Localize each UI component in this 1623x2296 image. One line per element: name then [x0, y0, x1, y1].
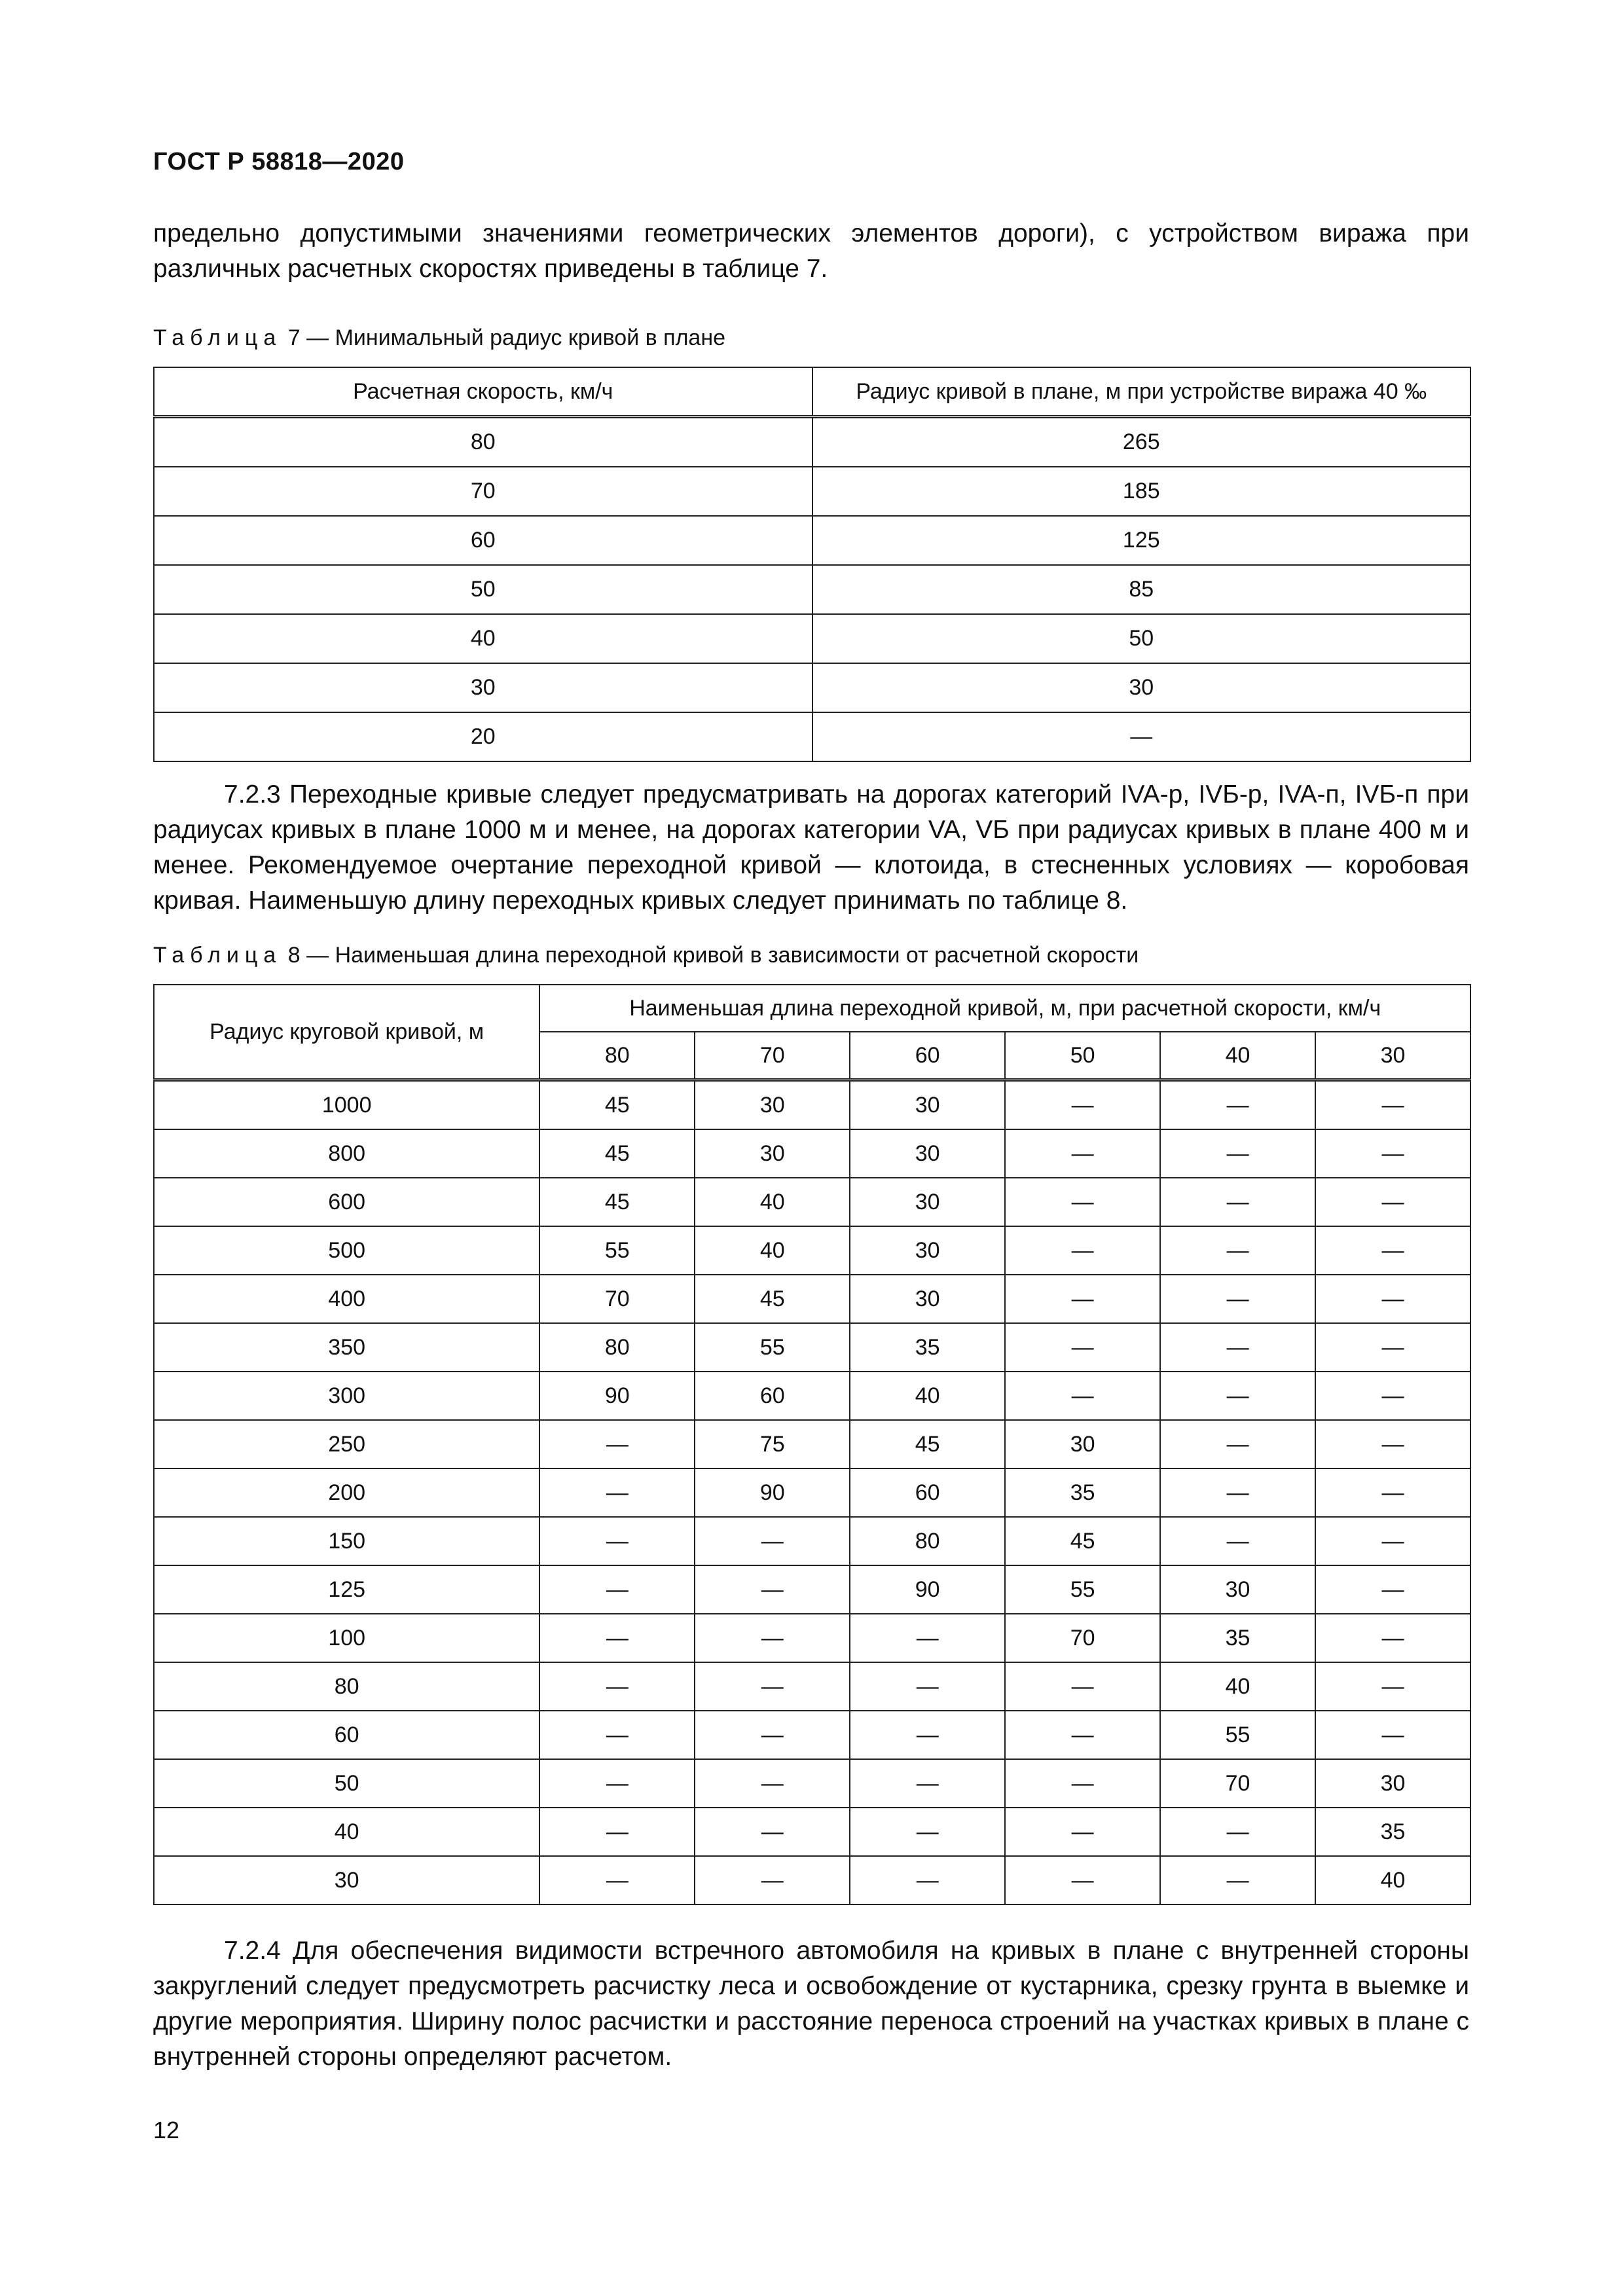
table-cell: 30	[850, 1129, 1005, 1178]
table-cell: —	[1160, 1420, 1315, 1468]
table-cell: 70	[539, 1275, 695, 1323]
table-cell: 30	[1005, 1420, 1160, 1468]
table-cell: 350	[154, 1323, 539, 1372]
table8	[153, 984, 1471, 1905]
table-cell: 90	[539, 1372, 695, 1420]
table-cell: 200	[154, 1468, 539, 1517]
table-cell: —	[1160, 1178, 1315, 1226]
intro-paragraph: предельно допустимыми значениями геометрических элементов дороги), с устройством виража при различных расчетных скоростях приведены в таблице 7.	[153, 219, 1469, 283]
table-cell: —	[1160, 1275, 1315, 1323]
table-cell: 20	[154, 712, 812, 761]
table-row	[154, 1856, 1470, 1904]
table-cell: —	[539, 1420, 695, 1468]
table-cell: 600	[154, 1178, 539, 1226]
table-cell: —	[1315, 1080, 1470, 1130]
table-cell: 30	[1315, 1759, 1470, 1808]
table-row	[154, 1808, 1470, 1856]
table-cell: —	[539, 1711, 695, 1759]
table8-header-speed: 60	[850, 1032, 1005, 1080]
table-cell: 45	[850, 1420, 1005, 1468]
table-cell: —	[1315, 1275, 1470, 1323]
table-row	[154, 1372, 1470, 1420]
table-cell: 90	[695, 1468, 850, 1517]
table-cell: 60	[154, 1711, 539, 1759]
table-cell: —	[1160, 1517, 1315, 1565]
table-cell: —	[850, 1662, 1005, 1711]
table-cell: —	[1160, 1372, 1315, 1420]
table-cell: —	[1315, 1517, 1470, 1565]
table-row	[154, 1759, 1470, 1808]
table-cell: —	[1160, 1080, 1315, 1130]
table-cell: —	[539, 1808, 695, 1856]
table-cell: —	[695, 1711, 850, 1759]
table8-header-speed: 30	[1315, 1032, 1470, 1080]
table-cell: 55	[539, 1226, 695, 1275]
table-cell: —	[1160, 1129, 1315, 1178]
table-cell: —	[695, 1856, 850, 1904]
table-cell: —	[1005, 1808, 1160, 1856]
table-cell: 55	[1160, 1711, 1315, 1759]
table-row	[154, 1468, 1470, 1517]
table-cell: —	[1160, 1856, 1315, 1904]
table-cell: 185	[812, 467, 1471, 516]
table-cell: 55	[1005, 1565, 1160, 1614]
table-cell: —	[539, 1856, 695, 1904]
table-cell: —	[1160, 1468, 1315, 1517]
page-number: 12	[153, 2117, 180, 2143]
table-cell: 30	[850, 1178, 1005, 1226]
table-cell: 265	[812, 417, 1471, 467]
table-cell: —	[1315, 1323, 1470, 1372]
table-row	[154, 712, 1470, 761]
table7-caption-word: Таблица	[153, 325, 282, 350]
table-cell: 40	[695, 1226, 850, 1275]
table-cell: —	[1005, 1323, 1160, 1372]
table-cell: 80	[154, 1662, 539, 1711]
table-cell: 30	[850, 1080, 1005, 1130]
table8-header-group: Наименьшая длина переходной кривой, м, при расчетной скорости, км/ч	[539, 985, 1470, 1032]
table-row	[154, 565, 1470, 614]
table-cell: —	[1315, 1662, 1470, 1711]
table-row	[154, 1275, 1470, 1323]
table-cell: 35	[850, 1323, 1005, 1372]
table-cell: —	[695, 1614, 850, 1662]
table-cell: 70	[154, 467, 812, 516]
table-row	[154, 1614, 1470, 1662]
table-cell: 35	[1005, 1468, 1160, 1517]
table-cell: —	[695, 1759, 850, 1808]
table8-header-row-1	[154, 985, 1470, 1032]
table-row	[154, 1420, 1470, 1468]
table-cell: —	[1160, 1808, 1315, 1856]
table-row	[154, 663, 1470, 712]
paragraph-7-2-3: 7.2.3 Переходные кривые следует предусматривать на дорогах категорий IVA-р, IVБ-р, IVA-п, IVБ-п при радиусах кривых в плане 1000 м и менее, на дорогах категории VA, VБ при радиусах кривых в плане 400 м и менее. Рекомендуемое очертание переходной кривой — клотоида, в стесненных условиях — коробовая кривая. Наименьшую длину переходных кривых следует принимать по таблице 8.	[153, 780, 1469, 915]
table-cell: 40	[154, 614, 812, 663]
document-code-header: ГОСТ Р 58818—2020	[153, 148, 405, 175]
table-cell: —	[1005, 1129, 1160, 1178]
table8-header-radius: Радиус круговой кривой, м	[154, 985, 539, 1080]
table8-header-speed: 50	[1005, 1032, 1160, 1080]
table-cell: —	[1315, 1372, 1470, 1420]
table-cell: —	[1315, 1711, 1470, 1759]
table-cell: —	[850, 1808, 1005, 1856]
table-row	[154, 1226, 1470, 1275]
table8-caption-word: Таблица	[153, 943, 282, 968]
table-cell: 30	[812, 663, 1471, 712]
table-cell: 45	[695, 1275, 850, 1323]
table-cell: —	[695, 1808, 850, 1856]
table8-header-speed: 40	[1160, 1032, 1315, 1080]
table-cell: 45	[539, 1178, 695, 1226]
table-row	[154, 1080, 1470, 1130]
table-cell: 55	[695, 1323, 850, 1372]
table-cell: 800	[154, 1129, 539, 1178]
table-cell: —	[695, 1565, 850, 1614]
table-cell: 30	[154, 663, 812, 712]
table-cell: —	[1160, 1226, 1315, 1275]
table-cell: 125	[812, 516, 1471, 565]
paragraph-7-2-4: 7.2.4 Для обеспечения видимости встречного автомобиля на кривых в плане с внутренней стороны закруглений следует предусмотреть расчистку леса и освобождение от кустарника, срезку грунта в выемке и другие мероприятия. Ширину полос расчистки и расстояние переноса строений на участках кривых в плане с внутренней стороны определяют расчетом.	[153, 1937, 1469, 2071]
table-cell: 70	[1005, 1614, 1160, 1662]
table-cell: 75	[695, 1420, 850, 1468]
table8-header-speed: 80	[539, 1032, 695, 1080]
table-cell: —	[1005, 1662, 1160, 1711]
table-cell: 60	[154, 516, 812, 565]
table-cell: 70	[1160, 1759, 1315, 1808]
table-cell: —	[695, 1517, 850, 1565]
table-cell: 250	[154, 1420, 539, 1468]
table-cell: 30	[695, 1129, 850, 1178]
table7-header-speed: Расчетная скорость, км/ч	[154, 367, 812, 417]
table-cell: —	[1005, 1372, 1160, 1420]
table-cell: —	[539, 1759, 695, 1808]
table-cell: —	[1315, 1468, 1470, 1517]
table-cell: 1000	[154, 1080, 539, 1130]
table-cell: —	[850, 1711, 1005, 1759]
table-cell: —	[850, 1759, 1005, 1808]
table-cell: 60	[695, 1372, 850, 1420]
table-row	[154, 1129, 1470, 1178]
table-cell: —	[539, 1517, 695, 1565]
table7-header-radius: Радиус кривой в плане, м при устройстве виража 40 ‰	[812, 367, 1471, 417]
table-cell: —	[1315, 1178, 1470, 1226]
table-cell: —	[850, 1614, 1005, 1662]
table7-body	[154, 417, 1470, 762]
table-cell: 40	[1315, 1856, 1470, 1904]
table-cell: 300	[154, 1372, 539, 1420]
table-row	[154, 1323, 1470, 1372]
table-cell: 100	[154, 1614, 539, 1662]
table-cell: —	[539, 1468, 695, 1517]
table-cell: 125	[154, 1565, 539, 1614]
table-cell: —	[1315, 1129, 1470, 1178]
table-cell: 85	[812, 565, 1471, 614]
table7	[153, 367, 1471, 762]
table-cell: 40	[1160, 1662, 1315, 1711]
table-cell: 40	[154, 1808, 539, 1856]
table-cell: 30	[154, 1856, 539, 1904]
table-cell: 150	[154, 1517, 539, 1565]
table-cell: —	[812, 712, 1471, 761]
table-row	[154, 417, 1470, 467]
table-cell: —	[850, 1856, 1005, 1904]
table-cell: —	[1005, 1759, 1160, 1808]
table-cell: 80	[850, 1517, 1005, 1565]
table-cell: —	[1315, 1614, 1470, 1662]
table-row	[154, 1711, 1470, 1759]
table-cell: —	[1005, 1080, 1160, 1130]
table-cell: 40	[850, 1372, 1005, 1420]
table-cell: —	[1315, 1226, 1470, 1275]
table-cell: 45	[539, 1080, 695, 1130]
table-cell: —	[1005, 1856, 1160, 1904]
table-cell: 50	[154, 1759, 539, 1808]
table-cell: 45	[539, 1129, 695, 1178]
table-row	[154, 516, 1470, 565]
table-cell: 35	[1160, 1614, 1315, 1662]
table-row	[154, 1662, 1470, 1711]
table-cell: 80	[539, 1323, 695, 1372]
table-cell: —	[1005, 1226, 1160, 1275]
table8-caption-text: 8 — Наименьшая длина переходной кривой в зависимости от расчетной скорости	[287, 943, 1139, 968]
table-cell: —	[539, 1662, 695, 1711]
table-cell: —	[539, 1565, 695, 1614]
table-row	[154, 614, 1470, 663]
table8-caption	[153, 942, 1139, 968]
table-cell: —	[1315, 1420, 1470, 1468]
table-cell: 60	[850, 1468, 1005, 1517]
table-cell: 35	[1315, 1808, 1470, 1856]
table-row	[154, 1178, 1470, 1226]
table8-header-speed: 70	[695, 1032, 850, 1080]
table-cell: 500	[154, 1226, 539, 1275]
table-row	[154, 467, 1470, 516]
table7-caption	[153, 325, 725, 351]
table-cell: —	[1315, 1565, 1470, 1614]
table-cell: —	[1160, 1323, 1315, 1372]
table7-caption-text: 7 — Минимальный радиус кривой в плане	[287, 325, 726, 350]
table-cell: —	[1005, 1275, 1160, 1323]
table-cell: 30	[850, 1275, 1005, 1323]
table-cell: 80	[154, 417, 812, 467]
table7-header-row	[154, 367, 1470, 417]
table-cell: —	[1005, 1178, 1160, 1226]
table-cell: 30	[850, 1226, 1005, 1275]
table-row	[154, 1565, 1470, 1614]
table-cell: 30	[1160, 1565, 1315, 1614]
table-row	[154, 1517, 1470, 1565]
table-cell: 40	[695, 1178, 850, 1226]
table-cell: —	[695, 1662, 850, 1711]
table-cell: 50	[154, 565, 812, 614]
table-cell: 50	[812, 614, 1471, 663]
table-cell: 30	[695, 1080, 850, 1130]
table-cell: 400	[154, 1275, 539, 1323]
table-cell: 90	[850, 1565, 1005, 1614]
table-cell: 45	[1005, 1517, 1160, 1565]
table-cell: —	[1005, 1711, 1160, 1759]
table-cell: —	[539, 1614, 695, 1662]
table8-body	[154, 1080, 1470, 1905]
